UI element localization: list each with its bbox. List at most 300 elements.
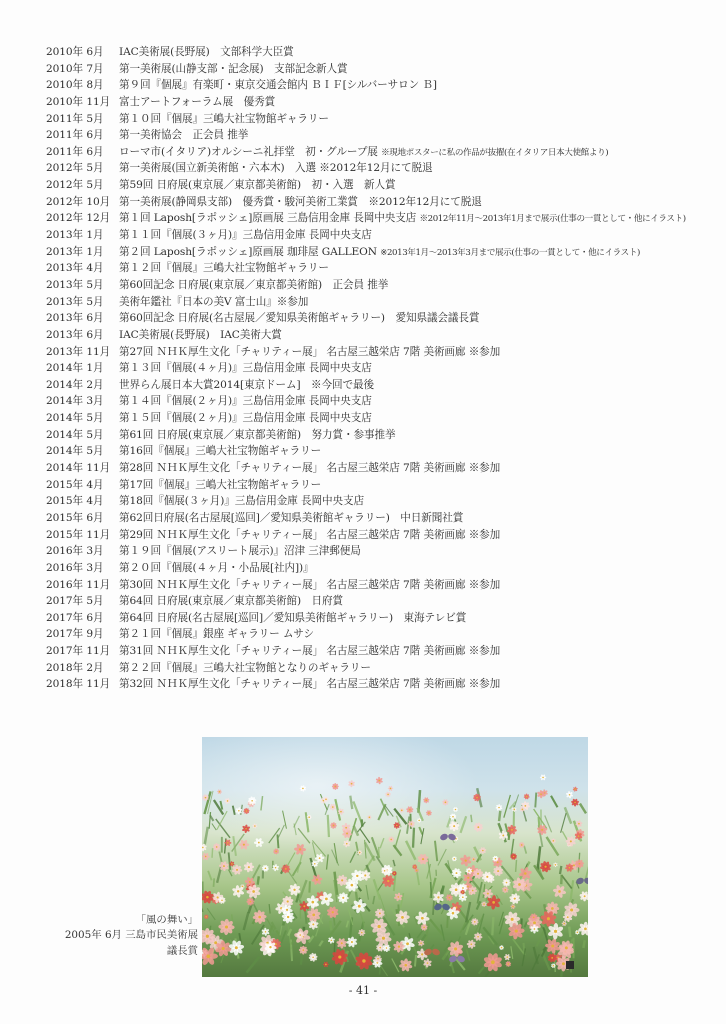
timeline-row — [46, 77, 716, 94]
timeline-row — [46, 626, 716, 643]
foliage-stroke — [278, 825, 284, 838]
exhibition-timeline — [46, 44, 716, 693]
timeline-row — [46, 61, 716, 78]
timeline-entry-text: ローマ市(イタリア)オルシーニ礼拝堂 初・グループ展 — [119, 145, 382, 158]
cosmos-flower — [355, 952, 374, 971]
timeline-entry-text: 第１５回『個展(２ヶ月)』三島信用金庫 長岡中央支店 — [119, 412, 372, 425]
cosmos-flower — [308, 919, 319, 930]
timeline-entry — [119, 427, 395, 444]
timeline-entry-text: 第１１回『個展(３ヶ月)』三島信用金庫 長岡中央支店 — [119, 229, 372, 242]
timeline-row — [46, 160, 716, 177]
timeline-row — [46, 660, 716, 677]
timeline-entry-text: 第一美術協会 正会員 推挙 — [119, 129, 249, 142]
caption-event: 2005年 6月 三島市民美術展 — [64, 929, 198, 942]
cosmos-flower — [451, 868, 461, 878]
cosmos-flower — [512, 807, 517, 812]
timeline-entry — [119, 676, 500, 693]
timeline-entry — [119, 61, 347, 78]
timeline-entry — [119, 410, 372, 427]
cosmos-flower — [504, 954, 511, 961]
foliage-stroke — [327, 854, 329, 869]
cosmos-flower — [566, 791, 574, 799]
cosmos-flower — [388, 786, 394, 792]
cosmos-flower — [442, 799, 449, 806]
cosmos-flower — [423, 797, 430, 803]
cosmos-flower — [300, 785, 307, 792]
foliage-stroke — [252, 925, 264, 944]
foliage-stroke — [483, 884, 485, 898]
timeline-entry — [119, 593, 343, 610]
cosmos-flower — [388, 836, 394, 842]
foliage-stroke — [511, 946, 513, 959]
timeline-entry-text: 第２０回『個展(４ヶ月・小品展[社内])』 — [119, 561, 314, 574]
foliage-stroke — [258, 876, 259, 884]
timeline-date: 2010年 6月 — [46, 46, 104, 58]
timeline-entry — [119, 260, 329, 277]
timeline-date: 2014年 3月 — [46, 395, 104, 408]
cosmos-flower — [346, 936, 357, 947]
painting-caption — [30, 913, 198, 959]
cosmos-flower — [406, 806, 413, 813]
timeline-row — [46, 676, 716, 693]
timeline-date: 2015年 11月 — [46, 528, 111, 541]
timeline-entry-text: 第９回『個展』有楽町・東京交通会館内 ＢＩＦ[シルバーサロン Ｂ] — [119, 79, 437, 92]
cosmos-flower — [309, 953, 318, 962]
timeline-entry — [119, 194, 482, 211]
cosmos-flower — [329, 804, 336, 811]
timeline-entry-text: 第一美術展(山静支部・記念展) 支部記念新人賞 — [119, 62, 348, 75]
timeline-date: 2012年 5月 — [46, 179, 104, 192]
timeline-entry-text: 第２２回『個展』三嶋大社宝物館となりのギャラリー — [119, 661, 371, 674]
timeline-entry-text: 第29回 ＮＨＫ厚生文化「チャリティー展」 名古屋三越栄店 7階 美術画廊 ※参加 — [119, 528, 501, 541]
timeline-entry-note: ※現地ポスターに私の作品が抜擢(在イタリア日本大使館より) — [381, 147, 609, 158]
timeline-entry — [119, 643, 500, 660]
timeline-row — [46, 510, 716, 527]
cosmos-flower — [311, 874, 322, 885]
cosmos-flower — [452, 856, 457, 861]
timeline-entry-text: 第２回 Laposh[ラポッシェ]原画展 珈琲屋 GALLEON — [119, 245, 381, 258]
cosmos-flower — [338, 892, 349, 903]
foliage-stroke — [380, 838, 384, 848]
foliage-stroke — [413, 828, 414, 848]
cosmos-flower — [294, 843, 306, 855]
cosmos-flower — [299, 946, 308, 955]
cosmos-flower — [578, 922, 588, 937]
foliage-stroke — [392, 959, 399, 973]
timeline-row — [46, 177, 716, 194]
timeline-date: 2013年 1月 — [46, 229, 104, 242]
timeline-entry-text: 第62回日府展(名古屋展[巡回]／愛知県美術館ギャラリー) 中日新聞社賞 — [119, 511, 464, 524]
timeline-row — [46, 310, 716, 327]
foliage-stroke — [208, 871, 212, 880]
timeline-entry — [119, 477, 321, 494]
foliage-stroke — [205, 827, 208, 845]
cosmos-flower — [243, 862, 254, 873]
timeline-entry — [119, 377, 374, 394]
cosmos-flower — [382, 874, 395, 887]
timeline-date: 2017年 6月 — [46, 611, 104, 624]
foliage-stroke — [466, 949, 469, 960]
cosmos-flower — [471, 857, 476, 862]
timeline-entry-text: IAC美術展(長野展) 文部科学大臣賞 — [119, 46, 294, 58]
timeline-entry — [119, 144, 608, 161]
foliage-stroke — [428, 859, 431, 882]
timeline-row — [46, 194, 716, 211]
timeline-entry-text: 第60回記念 日府展(東京展／東京都美術館) 正会員 推挙 — [119, 278, 389, 291]
foliage-stroke — [346, 921, 348, 928]
butterfly-icon — [439, 833, 457, 842]
timeline-date: 2013年 4月 — [46, 262, 104, 275]
cosmos-flower — [473, 822, 483, 832]
timeline-entry — [119, 660, 371, 677]
timeline-entry — [119, 443, 321, 460]
cosmos-flower — [417, 853, 428, 864]
timeline-row — [46, 493, 716, 510]
foliage-stroke — [415, 955, 416, 967]
foliage-stroke — [220, 801, 222, 810]
cosmos-flower — [367, 815, 372, 820]
cosmos-flower — [471, 918, 479, 926]
timeline-date: 2010年 7月 — [46, 62, 104, 75]
timeline-date: 2014年 2月 — [46, 378, 104, 391]
cosmos-flower — [252, 823, 257, 828]
timeline-row — [46, 244, 716, 261]
foliage-stroke — [212, 848, 213, 858]
cosmos-flower — [579, 891, 588, 901]
artist-signature — [566, 961, 574, 969]
foliage-stroke — [499, 918, 504, 934]
timeline-date: 2010年 8月 — [46, 79, 104, 92]
timeline-row — [46, 460, 716, 477]
cosmos-flower — [243, 808, 249, 814]
foliage-stroke — [330, 921, 331, 931]
timeline-date: 2017年 11月 — [46, 645, 111, 658]
timeline-entry — [119, 127, 248, 144]
timeline-date: 2013年 6月 — [46, 328, 104, 341]
cosmos-flower — [474, 932, 483, 941]
caption-award: 議長賞 — [166, 944, 198, 957]
timeline-entry-text: 第32回 ＮＨＫ厚生文化「チャリティー展」 名古屋三越栄店 7階 美術画廊 ※参加 — [119, 678, 501, 691]
timeline-row — [46, 210, 716, 227]
timeline-entry — [119, 160, 433, 177]
foliage-stroke — [244, 912, 249, 930]
timeline-date: 2013年 5月 — [46, 278, 104, 291]
cosmos-flower — [213, 843, 221, 851]
cosmos-flowers-painting — [202, 737, 588, 977]
timeline-entry-text: 世界らん展日本大賞2014[東京ドーム] ※今回で最後 — [119, 378, 374, 391]
cosmos-flower — [273, 848, 279, 854]
timeline-row — [46, 543, 716, 560]
timeline-entry — [119, 393, 372, 410]
cosmos-flower — [571, 798, 579, 806]
foliage-stroke — [353, 801, 361, 822]
cosmos-flower — [495, 804, 502, 811]
timeline-row — [46, 94, 716, 111]
foliage-stroke — [335, 799, 340, 820]
timeline-row — [46, 294, 716, 311]
cosmos-flower — [523, 793, 529, 799]
cosmos-flower — [323, 797, 328, 802]
timeline-row — [46, 593, 716, 610]
timeline-date: 2013年 6月 — [46, 312, 104, 325]
timeline-date: 2015年 4月 — [46, 495, 104, 508]
foliage-stroke — [328, 815, 329, 837]
foliage-stroke — [232, 914, 233, 922]
cosmos-flower — [460, 855, 472, 867]
timeline-date: 2016年 3月 — [46, 561, 104, 574]
foliage-stroke — [373, 896, 375, 904]
timeline-entry — [119, 460, 500, 477]
foliage-stroke — [569, 927, 570, 937]
foliage-stroke — [483, 927, 497, 945]
timeline-date: 2013年 1月 — [46, 245, 104, 258]
timeline-row — [46, 410, 716, 427]
timeline-row — [46, 127, 716, 144]
foliage-stroke — [524, 846, 526, 854]
timeline-entry — [119, 310, 479, 327]
foliage-stroke — [233, 806, 235, 815]
timeline-row — [46, 277, 716, 294]
cosmos-flower — [232, 865, 243, 876]
timeline-entry-text: 第一美術展(静岡県支部) 優秀賞・駿河美術工業賞 ※2012年12月にて脱退 — [119, 195, 482, 208]
foliage-stroke — [492, 917, 493, 935]
cosmos-flower — [204, 914, 209, 919]
timeline-entry-text: 第28回 ＮＨＫ厚生文化「チャリティー展」 名古屋三越栄店 7階 美術画廊 ※参加 — [119, 462, 501, 475]
cosmos-flower — [376, 777, 384, 785]
foliage-stroke — [435, 841, 437, 861]
timeline-row — [46, 344, 716, 361]
foliage-stroke — [535, 793, 536, 808]
timeline-entry — [119, 626, 314, 643]
timeline-date: 2014年 5月 — [46, 445, 104, 458]
timeline-entry — [119, 227, 372, 244]
cosmos-flower — [553, 862, 558, 867]
foliage-stroke — [280, 926, 282, 936]
foliage-stroke — [513, 939, 525, 955]
foliage-stroke — [213, 878, 214, 887]
timeline-entry — [119, 344, 500, 361]
cosmos-flower — [217, 789, 222, 794]
cosmos-flower — [483, 952, 503, 972]
timeline-date: 2013年 5月 — [46, 295, 104, 308]
cosmos-flower — [467, 939, 476, 948]
foliage-stroke — [431, 882, 432, 898]
timeline-date: 2014年 5月 — [46, 412, 104, 425]
timeline-entry-text: 第１９回『個展(アスリート展示)』沼津 三津郵便局 — [119, 545, 361, 558]
foliage-stroke — [407, 816, 409, 833]
timeline-row — [46, 560, 716, 577]
timeline-date: 2015年 6月 — [46, 511, 104, 524]
cosmos-flower — [399, 958, 413, 972]
foliage-stroke — [461, 816, 467, 833]
timeline-date: 2018年 2月 — [46, 661, 104, 674]
cosmos-flower — [446, 894, 454, 902]
timeline-row — [46, 360, 716, 377]
timeline-entry — [119, 577, 500, 594]
timeline-entry-text: 第16回『個展』三嶋大社宝物館ギャラリー — [119, 445, 322, 458]
timeline-row — [46, 643, 716, 660]
timeline-entry-text: 第１４回『個展(２ヶ月)』三島信用金庫 長岡中央支店 — [119, 395, 372, 408]
foliage-stroke — [586, 859, 588, 878]
timeline-row — [46, 260, 716, 277]
cosmos-flower — [553, 885, 567, 899]
timeline-entry — [119, 77, 437, 94]
timeline-row — [46, 327, 716, 344]
foliage-stroke — [538, 846, 541, 869]
foliage-stroke — [297, 854, 302, 872]
cosmos-flower — [540, 861, 552, 873]
page-number: - 41 - — [348, 984, 378, 997]
caption-title: 「風の舞い」 — [135, 914, 198, 926]
timeline-entry — [119, 94, 275, 111]
timeline-row — [46, 427, 716, 444]
timeline-entry — [119, 294, 308, 311]
timeline-entry-text: 第61回 日府展(東京展／東京都美術館) 努力賞・参事推挙 — [119, 428, 396, 441]
painting-wind-dance — [202, 737, 588, 977]
timeline-entry-text: 第１２回『個展』三嶋大社宝物館ギャラリー — [119, 262, 329, 275]
cosmos-flower — [426, 810, 432, 816]
foliage-stroke — [477, 882, 482, 904]
cosmos-flower — [343, 840, 351, 848]
cosmos-flower — [509, 893, 521, 905]
cosmos-flower — [453, 807, 458, 812]
timeline-date: 2011年 6月 — [46, 145, 104, 158]
timeline-date: 2011年 6月 — [46, 129, 104, 142]
timeline-entry — [119, 210, 686, 227]
timeline-entry-text: 第64回 日府展(東京展／東京都美術館) 日府賞 — [119, 595, 343, 608]
foliage-stroke — [350, 796, 352, 809]
foliage-stroke — [225, 838, 226, 853]
cosmos-flower — [330, 822, 337, 829]
cosmos-flower — [505, 961, 511, 967]
foliage-stroke — [580, 804, 586, 814]
cosmos-flower — [547, 953, 557, 963]
timeline-entry-text: 第１回 Laposh[ラポッシェ]原画展 三島信用金庫 長岡中央支店 — [119, 212, 420, 225]
cosmos-flower — [510, 904, 515, 909]
timeline-date: 2012年 12月 — [46, 212, 111, 225]
foliage-stroke — [502, 866, 514, 881]
foliage-stroke — [229, 852, 231, 869]
foliage-stroke — [419, 827, 422, 834]
foliage-stroke — [229, 870, 232, 877]
foliage-stroke — [319, 941, 322, 946]
timeline-entry-note: ※2012年11月～2013年1月まで展示(仕事の一貫として・他にイラスト) — [419, 214, 686, 225]
cosmos-flower — [399, 808, 404, 813]
timeline-entry-text: 美術年鑑社『日本の美Ⅴ 富士山』※参加 — [119, 295, 309, 308]
foliage-stroke — [261, 796, 263, 810]
cosmos-flower — [358, 929, 366, 936]
cosmos-flower — [375, 908, 385, 918]
timeline-entry-text: 第60回記念 日府展(名古屋展／愛知県美術館ギャラリー) 愛知県議会議長賞 — [119, 312, 480, 325]
foliage-stroke — [212, 823, 216, 830]
timeline-entry — [119, 493, 364, 510]
timeline-entry — [119, 527, 500, 544]
foliage-stroke — [207, 908, 215, 920]
timeline-entry-note: ※2013年1月～2013年3月まで展示(仕事の一貫として・他にイラスト) — [380, 247, 640, 258]
foliage-stroke — [583, 940, 584, 948]
foliage-stroke — [514, 795, 518, 808]
foliage-stroke — [516, 860, 517, 872]
timeline-date: 2016年 11月 — [46, 578, 111, 591]
timeline-date: 2010年 11月 — [46, 95, 111, 108]
timeline-entry-text: 第２１回『個展』銀座 ギャラリー ムサシ — [119, 628, 314, 641]
cosmos-flower — [202, 852, 210, 860]
foliage-stroke — [300, 880, 307, 898]
cosmos-flower — [336, 938, 347, 949]
timeline-date: 2017年 9月 — [46, 628, 104, 641]
timeline-entry — [119, 560, 314, 577]
cosmos-flower — [385, 791, 391, 797]
foliage-stroke — [350, 852, 355, 863]
foliage-stroke — [378, 804, 385, 820]
foliage-stroke — [283, 811, 287, 829]
timeline-date: 2018年 11月 — [46, 678, 111, 691]
cosmos-flower — [561, 921, 567, 927]
timeline-entry-text: 第１３回『個展(４ヶ月)』三島信用金庫 長岡中央支店 — [119, 362, 372, 375]
timeline-entry-text: 第１０回『個展』三嶋大社宝物館ギャラリー — [119, 112, 329, 125]
foliage-stroke — [438, 849, 446, 866]
cosmos-flower — [224, 798, 230, 804]
cosmos-flower — [323, 961, 329, 967]
timeline-date: 2012年 5月 — [46, 162, 104, 175]
foliage-stroke — [233, 836, 236, 856]
foliage-stroke — [571, 880, 573, 900]
timeline-entry — [119, 327, 282, 344]
timeline-entry-text: 第17回『個展』三嶋大社宝物館ギャラリー — [119, 478, 322, 491]
foliage-stroke — [560, 866, 561, 874]
cosmos-flower — [254, 838, 264, 848]
timeline-entry-text: 第27回 ＮＨＫ厚生文化「チャリティー展」 名古屋三越栄店 7階 美術画廊 ※参加 — [119, 345, 501, 358]
foliage-stroke — [395, 830, 401, 849]
timeline-row — [46, 393, 716, 410]
foliage-stroke — [524, 922, 526, 928]
foliage-stroke — [393, 860, 395, 866]
cosmos-flower — [348, 780, 355, 787]
timeline-entry — [119, 510, 463, 527]
cosmos-flower — [332, 783, 339, 790]
timeline-entry-text: 富士アートフォーラム展 優秀賞 — [119, 95, 276, 108]
foliage-stroke — [471, 815, 472, 822]
timeline-row — [46, 443, 716, 460]
foliage-stroke — [393, 845, 401, 856]
foliage-stroke — [433, 900, 434, 915]
timeline-row — [46, 610, 716, 627]
timeline-entry — [119, 44, 294, 61]
timeline-entry — [119, 111, 329, 128]
timeline-date: 2017年 5月 — [46, 595, 104, 608]
cosmos-flower — [479, 847, 486, 854]
cosmos-flower — [573, 787, 578, 792]
foliage-stroke — [562, 831, 567, 839]
foliage-stroke — [281, 930, 286, 943]
timeline-entry — [119, 543, 361, 560]
foliage-stroke — [209, 812, 210, 829]
timeline-date: 2012年 10月 — [46, 195, 111, 208]
cosmos-flower — [502, 878, 510, 886]
foliage-stroke — [561, 813, 566, 833]
foliage-stroke — [269, 904, 270, 913]
timeline-date: 2014年 5月 — [46, 428, 104, 441]
timeline-date: 2014年 11月 — [46, 462, 111, 475]
timeline-row — [46, 144, 716, 161]
foliage-stroke — [247, 957, 260, 973]
timeline-row — [46, 377, 716, 394]
timeline-date: 2014年 1月 — [46, 362, 104, 375]
cosmos-flower — [502, 886, 509, 893]
timeline-entry-text: 第30回 ＮＨＫ厚生文化「チャリティー展」 名古屋三越栄店 7階 美術画廊 ※参加 — [119, 578, 501, 591]
timeline-row — [46, 227, 716, 244]
foliage-stroke — [294, 816, 300, 828]
